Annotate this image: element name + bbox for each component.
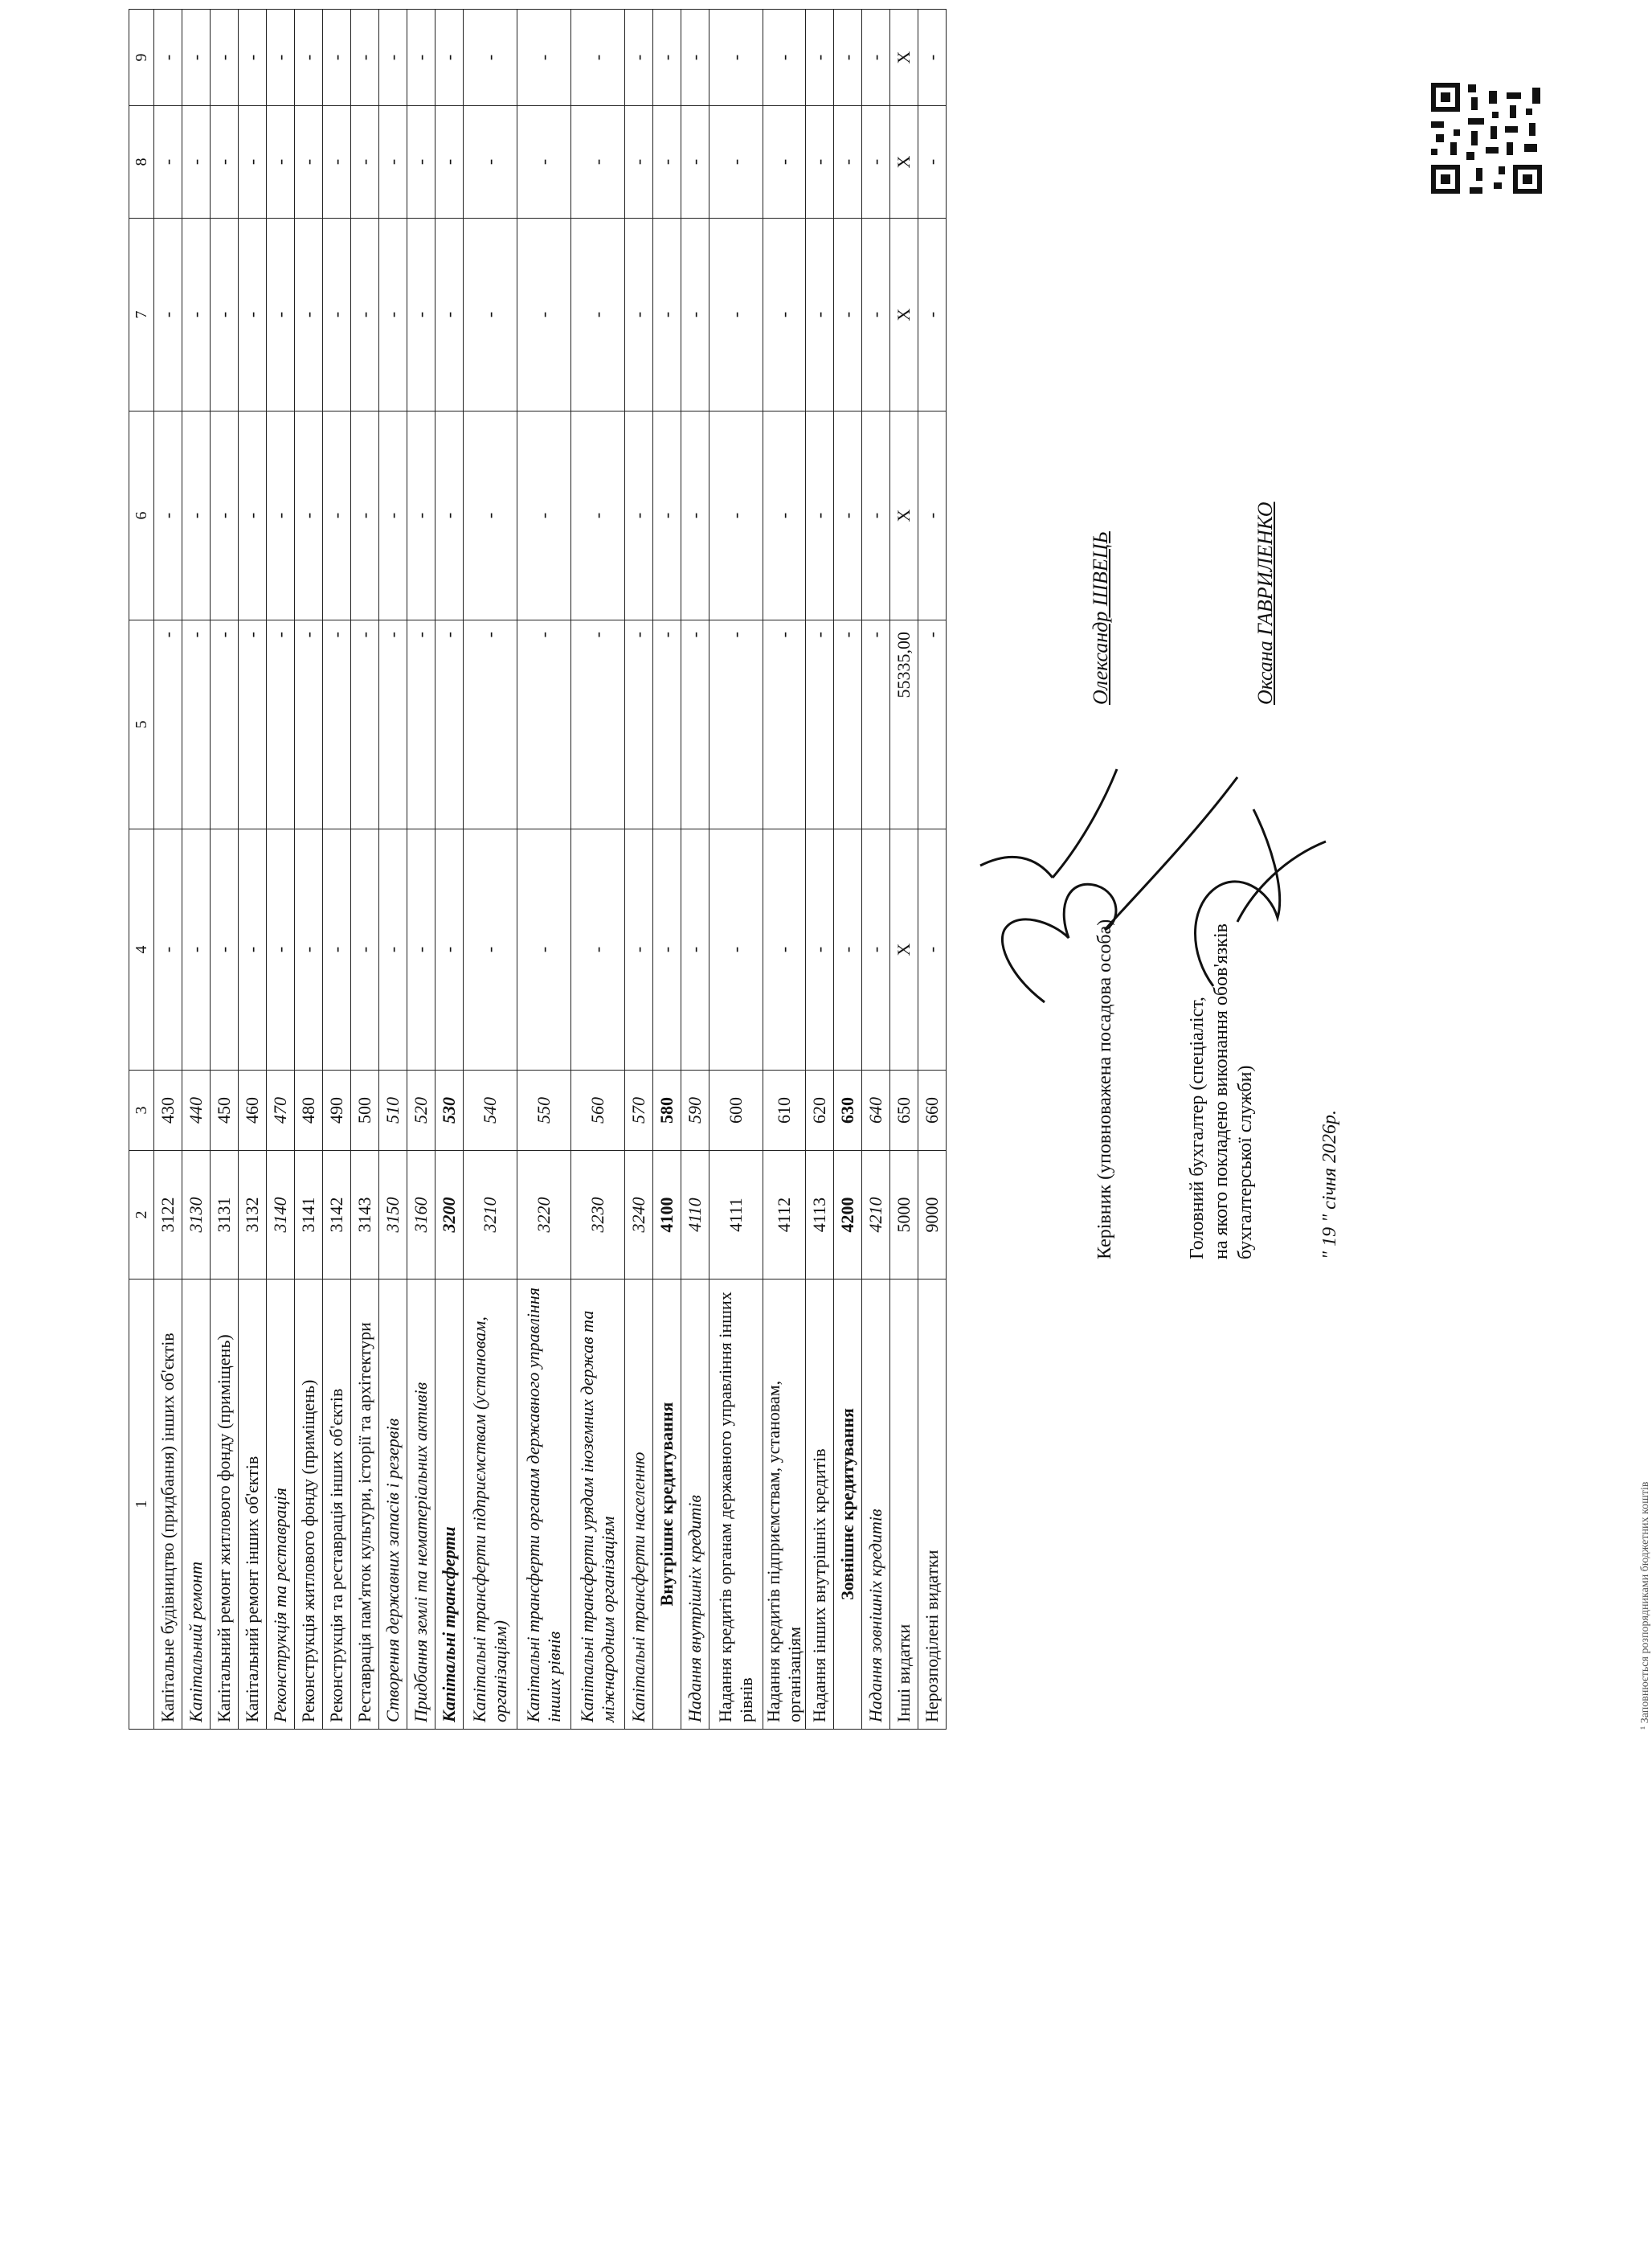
- row-value-cell: -: [763, 411, 806, 620]
- row-value-cell: -: [239, 411, 267, 620]
- row-value-cell: -: [267, 829, 295, 1071]
- row-name-cell: Реконструкція та реставрація: [267, 1279, 295, 1730]
- row-value-cell: -: [154, 829, 182, 1071]
- row-value-cell: -: [862, 620, 890, 829]
- row-value-cell: -: [918, 106, 947, 219]
- row-value-cell: -: [435, 219, 464, 411]
- row-name-cell: Надання внутрішніх кредитів: [681, 1279, 709, 1730]
- row-line-cell: 560: [571, 1071, 625, 1151]
- row-value-cell: -: [182, 10, 211, 106]
- table-row: [681, 10, 709, 1730]
- row-value-cell: -: [211, 219, 239, 411]
- row-value-cell: -: [464, 829, 517, 1071]
- row-value-cell: -: [407, 219, 435, 411]
- row-value-cell: -: [323, 620, 351, 829]
- row-line-cell: 440: [182, 1071, 211, 1151]
- row-name-cell: Надання кредитів підприємствам, установам, організаціям: [763, 1279, 806, 1730]
- row-value-cell: X: [890, 10, 918, 106]
- footnote: ¹ Заповнюється розпорядниками бюджетних коштів: [1639, 1481, 1651, 1730]
- row-value-cell: -: [625, 219, 653, 411]
- table-row: [464, 10, 517, 1730]
- row-name-cell: Реконструкція та реставрація інших об'єктів: [323, 1279, 351, 1730]
- row-value-cell: -: [625, 10, 653, 106]
- table-row: [154, 10, 182, 1730]
- row-value-cell: -: [681, 10, 709, 106]
- row-value-cell: -: [435, 620, 464, 829]
- row-value-cell: -: [379, 10, 407, 106]
- row-value-cell: -: [834, 411, 862, 620]
- row-value-cell: -: [323, 829, 351, 1071]
- row-name-cell: Інші видатки: [890, 1279, 918, 1730]
- row-value-cell: -: [625, 829, 653, 1071]
- row-value-cell: -: [571, 10, 625, 106]
- table-row: [182, 10, 211, 1730]
- row-name-cell: Зовнішнє кредитування: [834, 1279, 862, 1730]
- row-value-cell: -: [834, 10, 862, 106]
- row-value-cell: -: [239, 219, 267, 411]
- row-code-cell: 4112: [763, 1151, 806, 1279]
- row-value-cell: X: [890, 219, 918, 411]
- row-code-cell: 3132: [239, 1151, 267, 1279]
- row-code-cell: 4200: [834, 1151, 862, 1279]
- table-row: [653, 10, 681, 1730]
- row-value-cell: -: [571, 620, 625, 829]
- row-value-cell: -: [295, 10, 323, 106]
- header-cell: 2: [129, 1151, 154, 1279]
- row-value-cell: -: [918, 620, 947, 829]
- row-value-cell: -: [763, 106, 806, 219]
- table-row: [834, 10, 862, 1730]
- row-name-cell: Надання зовнішніх кредитів: [862, 1279, 890, 1730]
- row-value-cell: -: [918, 219, 947, 411]
- row-value-cell: -: [435, 829, 464, 1071]
- row-code-cell: 3160: [407, 1151, 435, 1279]
- row-value-cell: -: [806, 620, 834, 829]
- row-value-cell: -: [709, 219, 763, 411]
- row-value-cell: -: [709, 411, 763, 620]
- row-value-cell: -: [182, 106, 211, 219]
- row-value-cell: -: [709, 106, 763, 219]
- row-value-cell: -: [862, 411, 890, 620]
- row-value-cell: -: [709, 10, 763, 106]
- row-value-cell: -: [154, 620, 182, 829]
- row-name-cell: Капітальний ремонт житлового фонду (приміщень): [211, 1279, 239, 1730]
- table-row: [918, 10, 947, 1730]
- header-cell: 4: [129, 829, 154, 1071]
- row-name-cell: Капітальний ремонт: [182, 1279, 211, 1730]
- header-cell: 8: [129, 106, 154, 219]
- row-name-cell: Капітальні трансферти підприємствам (установам, організаціям): [464, 1279, 517, 1730]
- row-name-cell: Капітальний ремонт інших об'єктів: [239, 1279, 267, 1730]
- table-row: [211, 10, 239, 1730]
- row-value-cell: -: [211, 411, 239, 620]
- row-value-cell: -: [211, 829, 239, 1071]
- row-name-cell: Реставрація пам'яток культури, історії та архітектури: [351, 1279, 379, 1730]
- row-code-cell: 3200: [435, 1151, 464, 1279]
- row-line-cell: 520: [407, 1071, 435, 1151]
- row-value-cell: -: [653, 829, 681, 1071]
- row-value-cell: -: [323, 10, 351, 106]
- row-line-cell: 490: [323, 1071, 351, 1151]
- row-value-cell: -: [625, 106, 653, 219]
- row-value-cell: -: [834, 106, 862, 219]
- row-value-cell: -: [517, 10, 571, 106]
- row-code-cell: 3142: [323, 1151, 351, 1279]
- row-name-cell: Капітальні трансферти: [435, 1279, 464, 1730]
- handwritten-signature: [948, 745, 1382, 1050]
- row-code-cell: 3150: [379, 1151, 407, 1279]
- table-row: [295, 10, 323, 1730]
- table-row: [862, 10, 890, 1730]
- row-value-cell: -: [435, 411, 464, 620]
- row-value-cell: -: [154, 219, 182, 411]
- row-value-cell: -: [681, 219, 709, 411]
- row-value-cell: X: [890, 411, 918, 620]
- header-cell: 9: [129, 10, 154, 106]
- row-value-cell: -: [182, 829, 211, 1071]
- table-header-row: [129, 10, 154, 1730]
- row-code-cell: 4110: [681, 1151, 709, 1279]
- row-value-cell: -: [806, 106, 834, 219]
- row-value-cell: -: [918, 829, 947, 1071]
- header-cell: 1: [129, 1279, 154, 1730]
- row-value-cell: -: [379, 411, 407, 620]
- row-value-cell: -: [464, 411, 517, 620]
- row-value-cell: -: [211, 10, 239, 106]
- table-row: [379, 10, 407, 1730]
- row-value-cell: -: [862, 106, 890, 219]
- row-value-cell: -: [681, 411, 709, 620]
- row-value-cell: -: [763, 829, 806, 1071]
- row-name-cell: Капітальні трансферти органам державного управління інших рівнів: [517, 1279, 571, 1730]
- expenditure-table: [129, 9, 947, 1730]
- header-cell: 5: [129, 620, 154, 829]
- row-value-cell: -: [351, 829, 379, 1071]
- head-name: Олександр ШВЕЦЬ: [1089, 531, 1112, 705]
- table-row: [239, 10, 267, 1730]
- row-value-cell: -: [267, 411, 295, 620]
- table-row: [571, 10, 625, 1730]
- row-value-cell: -: [239, 829, 267, 1071]
- row-value-cell: -: [407, 620, 435, 829]
- row-value-cell: -: [625, 620, 653, 829]
- row-value-cell: -: [862, 219, 890, 411]
- row-value-cell: -: [806, 219, 834, 411]
- row-value-cell: -: [154, 106, 182, 219]
- row-value-cell: -: [182, 219, 211, 411]
- row-value-cell: -: [653, 106, 681, 219]
- accountant-label-line: Головний бухгалтер (спеціаліст,: [1187, 997, 1208, 1259]
- row-value-cell: -: [834, 620, 862, 829]
- row-line-cell: 510: [379, 1071, 407, 1151]
- row-value-cell: -: [211, 106, 239, 219]
- row-code-cell: 5000: [890, 1151, 918, 1279]
- row-code-cell: 3240: [625, 1151, 653, 1279]
- row-value-cell: -: [267, 10, 295, 106]
- row-line-cell: 640: [862, 1071, 890, 1151]
- row-value-cell: -: [681, 106, 709, 219]
- row-value-cell: -: [267, 620, 295, 829]
- row-line-cell: 650: [890, 1071, 918, 1151]
- row-code-cell: 3143: [351, 1151, 379, 1279]
- row-value-cell: -: [763, 219, 806, 411]
- row-value-cell: -: [571, 106, 625, 219]
- row-line-cell: 480: [295, 1071, 323, 1151]
- table-row: [763, 10, 806, 1730]
- row-name-cell: Надання кредитів органам державного управління інших рівнів: [709, 1279, 763, 1730]
- row-line-cell: 630: [834, 1071, 862, 1151]
- row-value-cell: -: [351, 620, 379, 829]
- table-row: [351, 10, 379, 1730]
- row-code-cell: 3141: [295, 1151, 323, 1279]
- row-value-cell: -: [351, 411, 379, 620]
- table-row: [517, 10, 571, 1730]
- row-value-cell: X: [890, 106, 918, 219]
- row-value-cell: -: [379, 829, 407, 1071]
- row-code-cell: 3230: [571, 1151, 625, 1279]
- table-body: [129, 10, 947, 1730]
- row-name-cell: Капітальне будівництво (придбання) інших об'єктів: [154, 1279, 182, 1730]
- row-line-cell: 500: [351, 1071, 379, 1151]
- row-value-cell: -: [182, 411, 211, 620]
- row-value-cell: -: [625, 411, 653, 620]
- row-value-cell: -: [267, 106, 295, 219]
- row-name-cell: Нерозподілені видатки: [918, 1279, 947, 1730]
- row-value-cell: -: [709, 620, 763, 829]
- row-value-cell: -: [862, 829, 890, 1071]
- row-value-cell: -: [407, 829, 435, 1071]
- table-row: [267, 10, 295, 1730]
- row-value-cell: -: [834, 829, 862, 1071]
- row-value-cell: -: [323, 219, 351, 411]
- row-value-cell: -: [323, 106, 351, 219]
- row-value-cell: -: [517, 411, 571, 620]
- report-date: " 19 " січня 2026р.: [1319, 1110, 1340, 1259]
- row-value-cell: -: [211, 620, 239, 829]
- row-value-cell: -: [154, 411, 182, 620]
- header-cell: 3: [129, 1071, 154, 1151]
- row-line-cell: 460: [239, 1071, 267, 1151]
- table-row: [709, 10, 763, 1730]
- row-code-cell: 3210: [464, 1151, 517, 1279]
- row-value-cell: -: [517, 219, 571, 411]
- row-value-cell: -: [571, 411, 625, 620]
- row-name-cell: Внутрішнє кредитування: [653, 1279, 681, 1730]
- row-value-cell: -: [571, 829, 625, 1071]
- row-line-cell: 470: [267, 1071, 295, 1151]
- row-value-cell: -: [182, 620, 211, 829]
- row-line-cell: 610: [763, 1071, 806, 1151]
- row-code-cell: 3220: [517, 1151, 571, 1279]
- row-code-cell: 3140: [267, 1151, 295, 1279]
- row-value-cell: -: [653, 620, 681, 829]
- row-line-cell: 530: [435, 1071, 464, 1151]
- table-row: [890, 10, 918, 1730]
- row-code-cell: 3131: [211, 1151, 239, 1279]
- row-value-cell: -: [379, 106, 407, 219]
- row-value-cell: -: [517, 106, 571, 219]
- row-value-cell: 55335,00: [890, 620, 918, 829]
- row-name-cell: Капітальні трансферти населенню: [625, 1279, 653, 1730]
- table-row: [625, 10, 653, 1730]
- row-value-cell: -: [464, 106, 517, 219]
- row-value-cell: -: [653, 411, 681, 620]
- row-value-cell: -: [806, 10, 834, 106]
- header-cell: 7: [129, 219, 154, 411]
- row-name-cell: Капітальні трансферти урядам іноземних держав та міжнародним організаціям: [571, 1279, 625, 1730]
- header-cell: 6: [129, 411, 154, 620]
- row-value-cell: -: [351, 106, 379, 219]
- row-value-cell: -: [379, 219, 407, 411]
- row-value-cell: -: [681, 829, 709, 1071]
- row-name-cell: Придбання землі та нематеріальних активів: [407, 1279, 435, 1730]
- row-value-cell: -: [653, 219, 681, 411]
- head-label: Керівник (уповноважена посадова особа): [1094, 919, 1115, 1259]
- row-value-cell: -: [517, 620, 571, 829]
- row-value-cell: -: [763, 10, 806, 106]
- row-value-cell: -: [295, 106, 323, 219]
- row-value-cell: -: [862, 10, 890, 106]
- qr-code-icon: [1426, 78, 1547, 199]
- table-row: [323, 10, 351, 1730]
- row-value-cell: -: [407, 106, 435, 219]
- row-value-cell: -: [154, 10, 182, 106]
- row-value-cell: -: [407, 10, 435, 106]
- row-value-cell: -: [464, 10, 517, 106]
- row-line-cell: 620: [806, 1071, 834, 1151]
- row-value-cell: -: [806, 411, 834, 620]
- row-value-cell: -: [407, 411, 435, 620]
- row-value-cell: -: [709, 829, 763, 1071]
- row-value-cell: -: [918, 411, 947, 620]
- row-value-cell: -: [239, 10, 267, 106]
- row-value-cell: -: [351, 219, 379, 411]
- row-line-cell: 590: [681, 1071, 709, 1151]
- row-value-cell: -: [351, 10, 379, 106]
- row-value-cell: -: [571, 219, 625, 411]
- row-code-cell: 4113: [806, 1151, 834, 1279]
- row-value-cell: -: [435, 10, 464, 106]
- row-value-cell: -: [295, 829, 323, 1071]
- row-value-cell: -: [653, 10, 681, 106]
- row-value-cell: -: [295, 219, 323, 411]
- row-line-cell: 600: [709, 1071, 763, 1151]
- table-row: [407, 10, 435, 1730]
- row-value-cell: -: [435, 106, 464, 219]
- row-value-cell: -: [295, 620, 323, 829]
- row-code-cell: 4210: [862, 1151, 890, 1279]
- row-name-cell: Надання інших внутрішніх кредитів: [806, 1279, 834, 1730]
- row-line-cell: 540: [464, 1071, 517, 1151]
- row-value-cell: -: [267, 219, 295, 411]
- row-code-cell: 9000: [918, 1151, 947, 1279]
- accountant-name: Оксана ГАВРИЛЕНКО: [1253, 502, 1277, 705]
- row-value-cell: -: [918, 10, 947, 106]
- row-line-cell: 430: [154, 1071, 182, 1151]
- row-value-cell: X: [890, 829, 918, 1071]
- row-value-cell: -: [239, 106, 267, 219]
- row-value-cell: -: [295, 411, 323, 620]
- row-line-cell: 550: [517, 1071, 571, 1151]
- row-value-cell: -: [517, 829, 571, 1071]
- row-value-cell: -: [379, 620, 407, 829]
- row-line-cell: 450: [211, 1071, 239, 1151]
- row-value-cell: -: [464, 219, 517, 411]
- row-code-cell: 3130: [182, 1151, 211, 1279]
- row-value-cell: -: [239, 620, 267, 829]
- table-row: [806, 10, 834, 1730]
- row-value-cell: -: [681, 620, 709, 829]
- row-code-cell: 4100: [653, 1151, 681, 1279]
- row-name-cell: Створення державних запасів і резервів: [379, 1279, 407, 1730]
- row-code-cell: 3122: [154, 1151, 182, 1279]
- row-code-cell: 4111: [709, 1151, 763, 1279]
- row-line-cell: 580: [653, 1071, 681, 1151]
- row-name-cell: Реконструкція житлового фонду (приміщень): [295, 1279, 323, 1730]
- row-line-cell: 570: [625, 1071, 653, 1151]
- row-value-cell: -: [464, 620, 517, 829]
- row-value-cell: -: [806, 829, 834, 1071]
- accountant-label-line: на якого покладено виконання обов'язків: [1211, 923, 1232, 1259]
- row-value-cell: -: [763, 620, 806, 829]
- row-value-cell: -: [323, 411, 351, 620]
- table-row: [435, 10, 464, 1730]
- accountant-label-line: бухгалтерської служби): [1235, 1065, 1256, 1259]
- row-line-cell: 660: [918, 1071, 947, 1151]
- row-value-cell: -: [834, 219, 862, 411]
